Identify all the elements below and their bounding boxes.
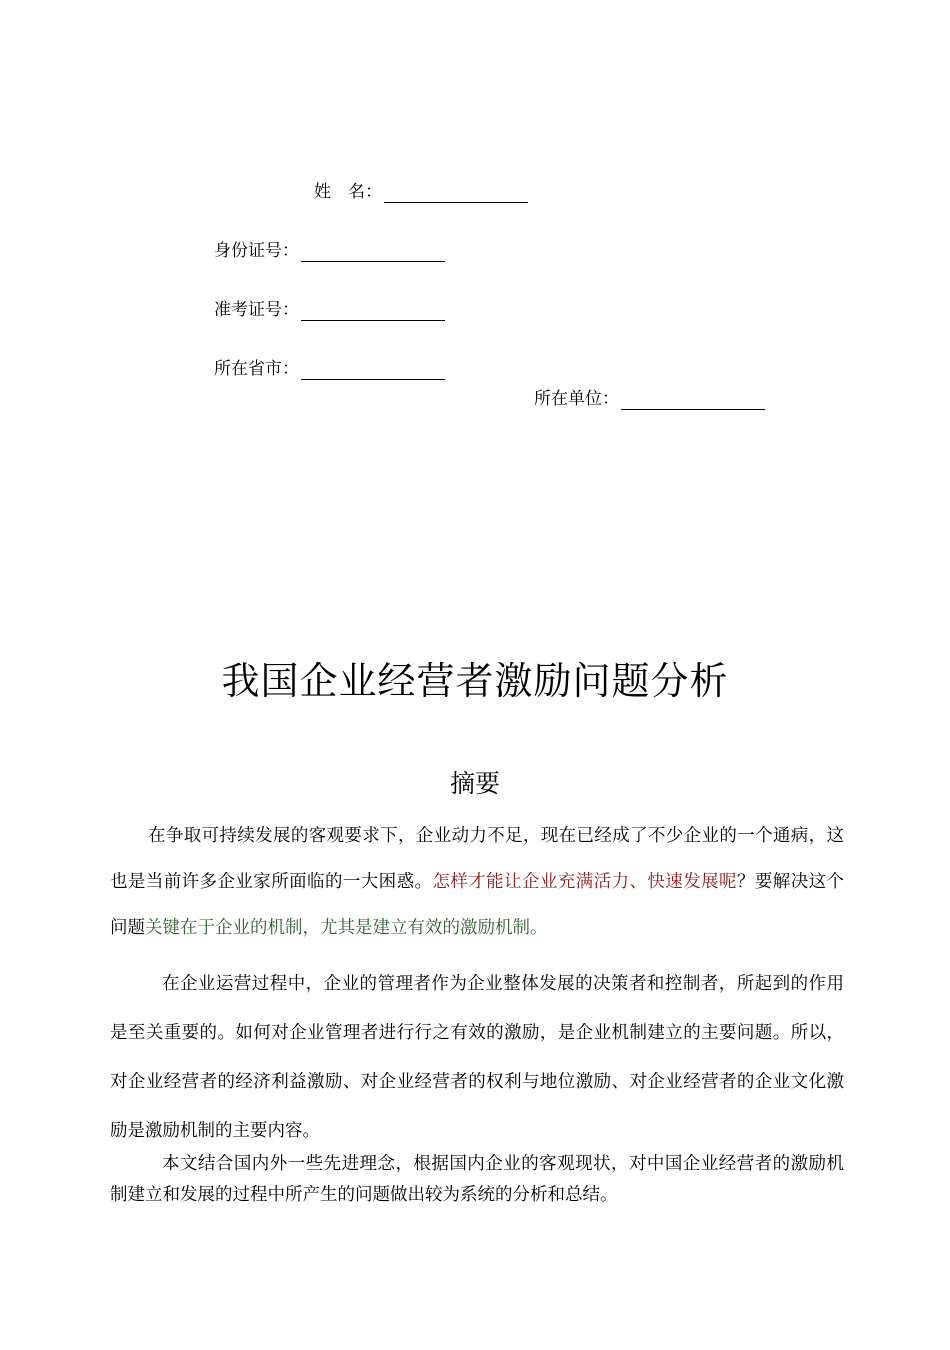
- name-blank[interactable]: [384, 184, 528, 203]
- name-label: 姓 名：: [314, 182, 382, 202]
- abstract-heading: 摘要: [449, 769, 500, 798]
- p1-text-c: ？要解决这个问题: [110, 872, 845, 938]
- province-blank[interactable]: [301, 361, 445, 380]
- province-field: [214, 358, 445, 380]
- exam-number-label: 准考证号：: [214, 300, 299, 320]
- id-number-field: [214, 240, 445, 262]
- p1-text-a: 在争取可持续发展的客观要求下，企业动力不足，现在已经成了不少企业的一个通病，这也是当前许多企业家所面临的一大困惑。: [110, 826, 844, 892]
- province-label: 所在省市：: [214, 359, 299, 379]
- unit-label: 所在单位：: [534, 389, 619, 409]
- abstract-paragraph-3: 本文结合国内外一些先进理念，根据国内企业的客观现状，对中国企业经营者的激励机制建立和发展的过程中所产生的问题做出较为系统的分析和总结。: [110, 1154, 844, 1205]
- abstract-paragraph-1: [110, 813, 844, 951]
- p1-highlight-question: 怎样才能让企业充满活力、快速发展呢: [432, 872, 737, 892]
- exam-number-field: [214, 299, 445, 321]
- unit-blank[interactable]: [621, 391, 765, 410]
- p1-highlight-key: 关键在于企业的机制，尤其是建立有效的激励机制: [145, 918, 530, 938]
- id-number-blank[interactable]: [301, 243, 445, 262]
- document-title: 我国企业经营者激励问题分析: [221, 659, 729, 703]
- id-number-label: 身份证号：: [214, 241, 299, 261]
- abstract-paragraph-2: 在企业运营过程中，企业的管理者作为企业整体发展的决策者和控制者，所起到的作用是至关重要的。如何对企业管理者进行行之有效的激励，是企业机制建立的主要问题。所以，对企业经营者的经济利益激励、对企业经营者的权利与地位激励、对企业经营者的企业文化激励是激励机制的主要内容。: [110, 974, 844, 1141]
- p1-text-end: 。: [530, 918, 548, 938]
- name-field: [314, 181, 528, 203]
- exam-number-blank[interactable]: [301, 302, 445, 321]
- unit-field: [534, 388, 765, 410]
